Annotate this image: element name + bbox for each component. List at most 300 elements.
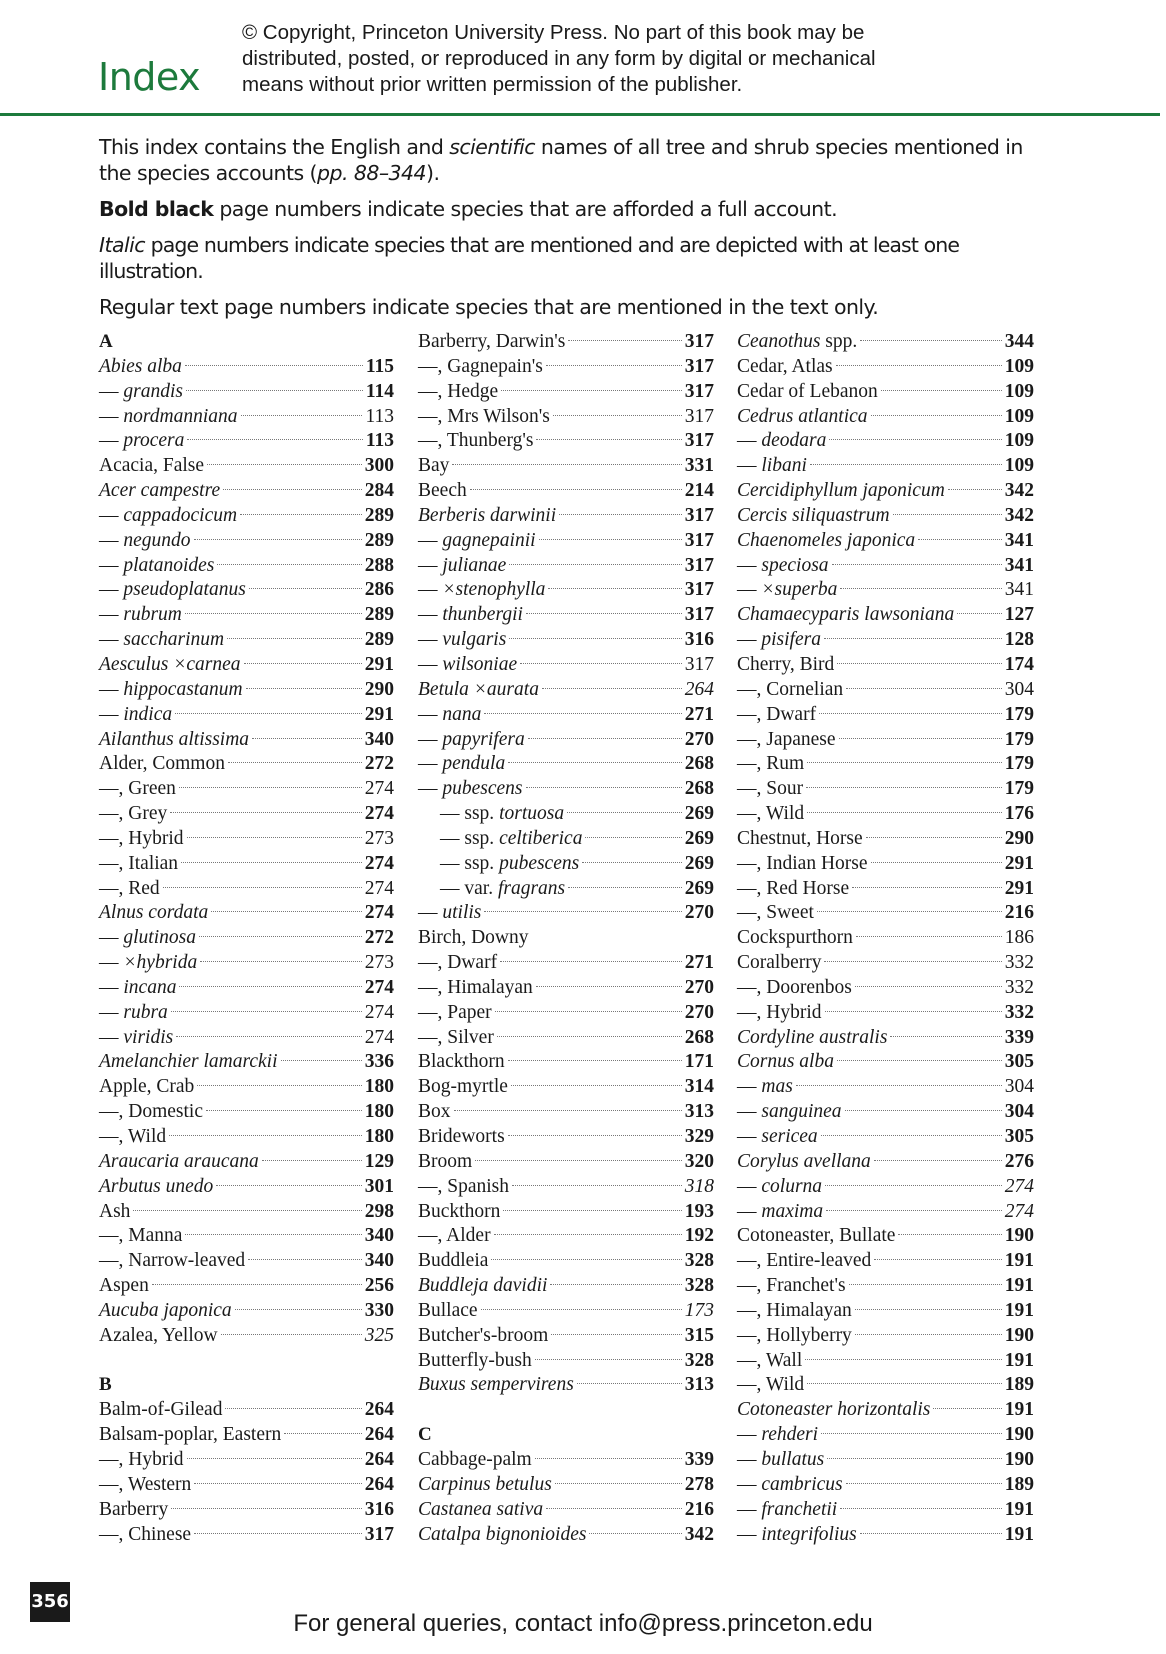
index-entry xyxy=(418,1349,714,1374)
leader-dots xyxy=(206,1110,362,1111)
page-reference: 304 xyxy=(1004,1101,1034,1123)
leader-dots xyxy=(497,1036,682,1037)
intro-paragraph-bold-key xyxy=(99,196,1059,222)
entry-name-part: maxima xyxy=(761,1200,824,1222)
leader-dots xyxy=(241,415,363,416)
entry-name-part: rubra xyxy=(123,1001,168,1023)
leader-dots xyxy=(855,1334,1002,1335)
entry-name xyxy=(737,752,804,777)
index-entry xyxy=(737,703,1034,728)
entry-name xyxy=(99,1423,281,1448)
leader-dots xyxy=(171,1508,361,1509)
entry-name-part: — xyxy=(99,678,124,700)
index-entry xyxy=(737,827,1034,852)
index-entry xyxy=(737,777,1034,802)
index-entry xyxy=(99,827,394,852)
entry-name xyxy=(99,1299,232,1324)
index-entry xyxy=(418,1498,714,1523)
index-entry xyxy=(418,1448,714,1473)
entry-name xyxy=(418,951,497,976)
index-entry xyxy=(737,1200,1034,1225)
page-reference: 291 xyxy=(364,703,394,725)
entry-name-part: Buxus sempervirens xyxy=(418,1374,574,1396)
index-entry xyxy=(418,1150,714,1175)
entry-name xyxy=(99,901,208,926)
entry-name-part: pisifera xyxy=(761,629,821,651)
entry-name xyxy=(99,852,178,877)
entry-name xyxy=(99,1473,191,1498)
entry-name xyxy=(737,454,807,479)
index-entry xyxy=(737,1373,1034,1398)
leader-dots xyxy=(503,1210,681,1211)
entry-name-part: —, Green xyxy=(99,778,176,800)
page-reference: 264 xyxy=(364,1448,394,1470)
leader-dots xyxy=(840,588,1001,589)
entry-name-part: —, Red Horse xyxy=(737,877,850,899)
entry-name xyxy=(418,1498,543,1523)
index-entry xyxy=(99,380,394,405)
leader-dots xyxy=(194,1483,361,1484)
entry-name xyxy=(737,1349,802,1374)
page-reference: 191 xyxy=(1004,1299,1034,1321)
leader-dots xyxy=(194,1533,362,1534)
entry-name-part: — xyxy=(99,430,124,452)
entry-name xyxy=(737,504,890,529)
entry-name xyxy=(99,628,224,653)
entry-name xyxy=(418,877,565,902)
entry-name-part: pseudoplatanus xyxy=(123,579,246,601)
leader-dots xyxy=(508,762,682,763)
leader-dots xyxy=(832,564,1002,565)
page-reference: 186 xyxy=(1004,927,1034,949)
entry-name xyxy=(418,1026,494,1051)
index-entry xyxy=(737,603,1034,628)
entry-name-part: Aucuba japonica xyxy=(99,1299,232,1321)
index-entry xyxy=(737,1001,1034,1026)
index-entry xyxy=(418,554,714,579)
page-reference: 274 xyxy=(364,803,394,825)
entry-name xyxy=(99,429,184,454)
entry-name-part: — xyxy=(737,579,762,601)
index-column-3 xyxy=(737,330,1034,1547)
entry-name xyxy=(418,554,506,579)
leader-dots xyxy=(839,738,1002,739)
entry-name-part: Cercis siliquastrum xyxy=(737,504,890,526)
index-entry xyxy=(418,926,714,951)
entry-name xyxy=(737,1299,852,1324)
page-reference: 276 xyxy=(1004,1150,1034,1172)
index-entry xyxy=(418,1001,714,1026)
entry-name-part: viridis xyxy=(123,1026,174,1048)
leader-dots xyxy=(918,539,1002,540)
entry-name-part: — ssp. xyxy=(440,803,500,825)
page-reference: 216 xyxy=(684,1498,714,1520)
index-entry xyxy=(737,926,1034,951)
index-entry xyxy=(99,1498,394,1523)
index-entry xyxy=(737,578,1034,603)
page-reference: 317 xyxy=(684,405,714,427)
page-reference: 328 xyxy=(684,1349,714,1371)
entry-name xyxy=(418,1224,491,1249)
entry-name-part: libani xyxy=(761,455,807,477)
index-entry xyxy=(99,479,394,504)
entry-name-part: julianae xyxy=(442,554,507,576)
leader-dots xyxy=(559,514,682,515)
leader-dots xyxy=(845,1110,1002,1111)
entry-name xyxy=(99,578,246,603)
entry-name xyxy=(418,926,529,951)
intro-paragraph-italic-key xyxy=(99,232,1059,284)
entry-name-part: Ceanothus xyxy=(737,331,821,352)
entry-name xyxy=(418,1274,547,1299)
section-letter-label: C xyxy=(418,1424,432,1446)
index-entry xyxy=(99,752,394,777)
index-entry xyxy=(418,578,714,603)
index-entry xyxy=(418,678,714,703)
entry-name-part: Cotoneaster, Bullate xyxy=(737,1225,896,1247)
page-reference: 271 xyxy=(684,952,714,974)
index-entry xyxy=(99,976,394,1001)
index-entry xyxy=(99,1398,394,1423)
entry-name-part: —, Wild xyxy=(737,803,805,825)
entry-name-part: franchetii xyxy=(761,1498,838,1520)
leader-dots xyxy=(849,1284,1002,1285)
entry-name xyxy=(737,603,954,628)
page-reference: 304 xyxy=(1004,678,1034,700)
page-reference: 113 xyxy=(365,405,394,427)
entry-name-part: Cornus alba xyxy=(737,1051,834,1073)
leader-dots xyxy=(546,365,682,366)
index-entry xyxy=(737,1224,1034,1249)
leader-dots xyxy=(221,1334,362,1335)
entry-name-part: Alnus cordata xyxy=(99,902,209,924)
page-reference: 264 xyxy=(364,1473,394,1495)
leader-dots xyxy=(855,1309,1002,1310)
entry-name-part: platanoides xyxy=(123,554,215,576)
leader-dots xyxy=(526,787,682,788)
entry-name-part: speciosa xyxy=(761,554,829,576)
index-entry xyxy=(737,1100,1034,1125)
entry-name-part: wilsoniae xyxy=(442,653,518,675)
entry-name xyxy=(418,1150,472,1175)
entry-name xyxy=(99,405,238,430)
entry-name-part: Brideworts xyxy=(418,1126,505,1147)
leader-dots xyxy=(133,1210,361,1211)
entry-name xyxy=(418,1349,532,1374)
entry-name-part: Betula ×aurata xyxy=(418,678,539,700)
index-entry xyxy=(418,479,714,504)
index-entry xyxy=(99,578,394,603)
index-entry xyxy=(737,380,1034,405)
page-reference: 270 xyxy=(684,902,714,924)
page-reference: 317 xyxy=(684,604,714,626)
page-reference: 191 xyxy=(1004,1399,1034,1421)
index-entry xyxy=(418,1249,714,1274)
leader-dots xyxy=(225,1408,361,1409)
entry-name-part: — xyxy=(737,1448,762,1470)
page-reference: 317 xyxy=(684,579,714,601)
entry-name xyxy=(99,703,172,728)
page-reference: 342 xyxy=(1004,480,1034,502)
index-entry xyxy=(737,330,1034,355)
intro-text-span: This index contains the English and xyxy=(99,135,450,159)
leader-dots xyxy=(948,489,1002,490)
intro-italic-span: scientific xyxy=(449,135,535,159)
entry-name-part: —, Grey xyxy=(99,803,168,825)
entry-name xyxy=(737,1050,834,1075)
entry-name-part: — xyxy=(99,405,124,427)
page-reference: 315 xyxy=(684,1324,714,1346)
page-reference: 264 xyxy=(364,1399,394,1421)
entry-name-part: mas xyxy=(761,1076,793,1098)
leader-dots xyxy=(825,1011,1002,1012)
index-entry xyxy=(737,405,1034,430)
entry-name xyxy=(737,1075,793,1100)
entry-name-part: Balsam-poplar, Eastern xyxy=(99,1424,282,1446)
page-reference: 274 xyxy=(364,778,394,800)
entry-name-part: Blackthorn xyxy=(418,1051,505,1073)
page-reference: 191 xyxy=(1004,1275,1034,1297)
leader-dots xyxy=(235,1309,362,1310)
entry-name-part: — xyxy=(99,1001,124,1023)
entry-name xyxy=(737,653,834,678)
index-entry xyxy=(737,1473,1034,1498)
entry-name xyxy=(99,1001,168,1026)
page-reference: 274 xyxy=(1004,1200,1034,1222)
index-entry xyxy=(99,1249,394,1274)
leader-dots xyxy=(855,986,1002,987)
leader-dots xyxy=(805,1359,1002,1360)
page-reference: 173 xyxy=(684,1299,714,1321)
entry-name xyxy=(99,1274,149,1299)
entry-name-part: — xyxy=(99,1026,124,1048)
index-entry xyxy=(737,1324,1034,1349)
leader-dots xyxy=(548,588,681,589)
page-reference: 129 xyxy=(364,1150,394,1172)
leader-dots xyxy=(589,1533,681,1534)
entry-name xyxy=(737,1398,930,1423)
leader-dots xyxy=(187,1458,362,1459)
index-entry xyxy=(99,1324,394,1349)
leader-dots xyxy=(807,812,1002,813)
entry-name-part: Box xyxy=(418,1101,451,1123)
copyright-line: distributed, posted, or reproduced in any form by digital or mechanical xyxy=(242,47,876,70)
entry-name xyxy=(418,1100,451,1125)
index-entry xyxy=(99,1100,394,1125)
entry-name-part: —, Manna xyxy=(99,1225,183,1247)
index-entry xyxy=(418,504,714,529)
leader-dots xyxy=(536,986,682,987)
index-entry xyxy=(99,802,394,827)
page-reference: 272 xyxy=(364,753,394,775)
index-entry xyxy=(737,1349,1034,1374)
entry-name-part: — xyxy=(418,529,443,551)
entry-name xyxy=(99,1100,203,1125)
index-entry xyxy=(99,355,394,380)
entry-name-part: — ssp. xyxy=(440,852,500,874)
page-reference: 340 xyxy=(364,1250,394,1272)
entry-name-part: —, Cornelian xyxy=(737,678,844,700)
index-entry xyxy=(99,951,394,976)
entry-name-part: —, Domestic xyxy=(99,1101,203,1123)
page-reference: 270 xyxy=(684,728,714,750)
index-entry xyxy=(418,454,714,479)
entry-name xyxy=(99,1498,168,1523)
page-reference: 289 xyxy=(364,529,394,551)
entry-name-part: Corylus avellana xyxy=(737,1150,871,1172)
entry-name xyxy=(99,479,220,504)
index-entry xyxy=(418,901,714,926)
index-entry xyxy=(99,777,394,802)
index-entry xyxy=(418,628,714,653)
intro-text-span: page numbers indicate species that are afforded a full account. xyxy=(213,197,838,221)
entry-name-part: Aspen xyxy=(99,1275,149,1297)
entry-name xyxy=(99,1324,218,1349)
leader-dots xyxy=(169,1135,362,1136)
entry-name xyxy=(737,578,837,603)
entry-name-part: — xyxy=(737,1200,762,1222)
index-entry xyxy=(418,802,714,827)
entry-name xyxy=(99,1249,245,1274)
entry-name-part: colurna xyxy=(761,1175,823,1197)
page-reference: 289 xyxy=(364,504,394,526)
entry-name xyxy=(737,1523,857,1548)
entry-name xyxy=(99,554,214,579)
entry-name-part: Berberis darwinii xyxy=(418,504,557,526)
index-entry xyxy=(737,429,1034,454)
index-entry xyxy=(99,1448,394,1473)
entry-name-part: — xyxy=(99,604,124,626)
entry-name-part: — xyxy=(737,1523,762,1545)
entry-name xyxy=(99,1175,213,1200)
index-entry xyxy=(737,1274,1034,1299)
index-entry xyxy=(99,1473,394,1498)
leader-dots xyxy=(860,340,1001,341)
page-reference: 191 xyxy=(1004,1349,1034,1371)
index-entry xyxy=(418,951,714,976)
entry-name-part: integrifolius xyxy=(761,1523,857,1545)
section-letter-label: A xyxy=(99,331,113,352)
leader-dots xyxy=(796,1085,1002,1086)
entry-name xyxy=(418,1075,508,1100)
page-reference: 269 xyxy=(684,803,714,825)
page-reference: 336 xyxy=(364,1051,394,1073)
leader-dots xyxy=(484,713,681,714)
entry-name-part: — xyxy=(99,504,124,526)
leader-dots xyxy=(501,390,682,391)
section-letter xyxy=(99,330,394,355)
intro-text-span: ). xyxy=(426,161,440,185)
page-reference: 190 xyxy=(1004,1324,1034,1346)
leader-dots xyxy=(893,514,1002,515)
entry-name-part: pubescens xyxy=(442,778,523,800)
entry-name xyxy=(99,752,225,777)
index-entry xyxy=(99,728,394,753)
page-reference: 189 xyxy=(1004,1374,1034,1396)
index-entry xyxy=(418,1050,714,1075)
section-letter xyxy=(99,1373,394,1398)
page-reference: 316 xyxy=(684,629,714,651)
leader-dots xyxy=(568,887,682,888)
entry-name-part: —, Hybrid xyxy=(99,827,184,849)
copyright-line: © Copyright, Princeton University Press. No part of this book may be xyxy=(242,21,865,44)
page-reference: 274 xyxy=(364,976,394,998)
index-entry xyxy=(737,554,1034,579)
spacer xyxy=(99,1349,394,1374)
leader-dots xyxy=(494,1234,682,1235)
entry-name xyxy=(99,678,243,703)
entry-name-part: —, Himalayan xyxy=(418,976,533,998)
page-reference: 274 xyxy=(364,902,394,924)
leader-dots xyxy=(223,489,362,490)
index-entry xyxy=(418,777,714,802)
entry-name-part: — xyxy=(99,629,124,651)
page-reference: 332 xyxy=(1004,976,1034,998)
entry-name xyxy=(418,777,523,802)
index-entry xyxy=(418,1274,714,1299)
entry-name-part: hippocastanum xyxy=(123,678,243,700)
entry-name xyxy=(418,852,579,877)
index-entry xyxy=(99,1026,394,1051)
entry-name-part: Apple, Crab xyxy=(99,1076,195,1098)
entry-name xyxy=(99,877,160,902)
index-entry xyxy=(418,1224,714,1249)
leader-dots xyxy=(281,1060,362,1061)
entry-name-part: —, Sour xyxy=(737,778,804,800)
entry-name-part: Amelanchier lamarckii xyxy=(99,1051,278,1073)
entry-name xyxy=(737,951,821,976)
page-reference: 291 xyxy=(1004,877,1034,899)
leader-dots xyxy=(163,887,362,888)
index-entry xyxy=(418,976,714,1001)
leader-dots xyxy=(539,539,682,540)
intro-italic-span: pp. 88–344 xyxy=(317,161,427,185)
entry-name-part: spp. xyxy=(820,331,858,352)
entry-name xyxy=(737,926,853,951)
entry-name xyxy=(737,1473,843,1498)
entry-name-part: indica xyxy=(123,703,173,725)
entry-name-part: — xyxy=(418,579,443,601)
entry-name xyxy=(737,827,863,852)
entry-name-part: —, Hybrid xyxy=(99,1448,184,1470)
index-entry xyxy=(737,852,1034,877)
page-reference: 268 xyxy=(684,778,714,800)
index-entry xyxy=(418,380,714,405)
page-reference: 289 xyxy=(364,629,394,651)
entry-name xyxy=(99,1200,130,1225)
entry-name xyxy=(418,752,505,777)
page-reference: 317 xyxy=(684,504,714,526)
entry-name xyxy=(99,1125,166,1150)
entry-name-part: — xyxy=(99,579,124,601)
leader-dots xyxy=(957,613,1002,614)
entry-name-part: Bog-myrtle xyxy=(418,1076,508,1098)
entry-name-part: Castanea sativa xyxy=(418,1498,544,1520)
entry-name xyxy=(737,529,915,554)
entry-name xyxy=(737,728,836,753)
leader-dots xyxy=(582,862,682,863)
index-entry xyxy=(99,554,394,579)
entry-name-part: —, Sweet xyxy=(737,902,814,924)
entry-name-part: — xyxy=(99,554,124,576)
leader-dots xyxy=(484,911,681,912)
entry-name-part: —, Narrow-leaved xyxy=(99,1250,246,1272)
page-reference: 328 xyxy=(684,1250,714,1272)
leader-dots xyxy=(244,663,362,664)
index-entry xyxy=(99,603,394,628)
index-entry xyxy=(418,1100,714,1125)
leader-dots xyxy=(284,1433,362,1434)
